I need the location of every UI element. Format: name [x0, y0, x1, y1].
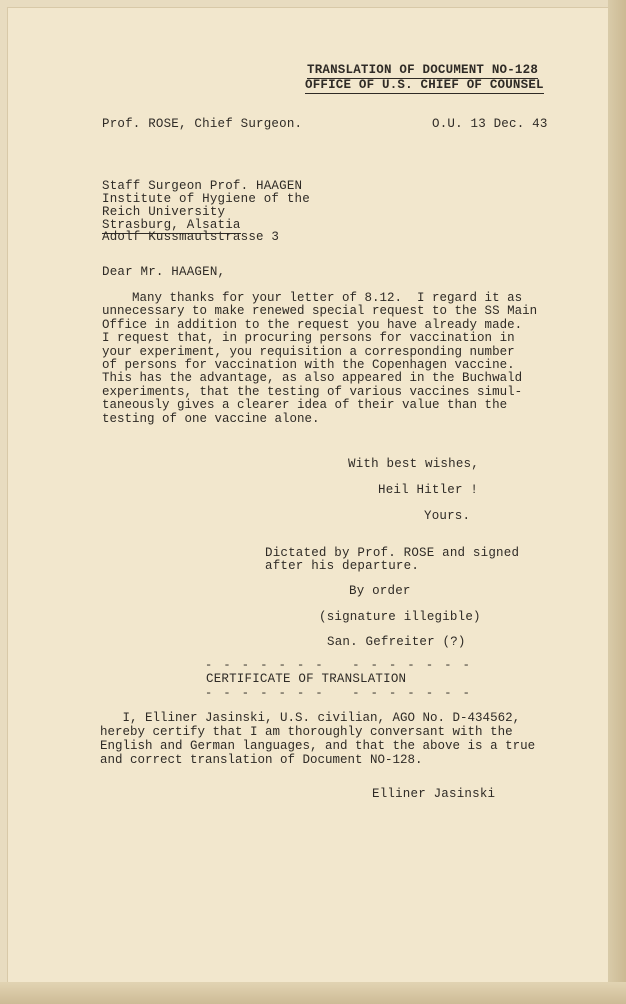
date-line: O.U. 13 Dec. 43 — [432, 117, 548, 131]
document-page — [8, 8, 614, 996]
header-title: TRANSLATION OF DOCUMENT NO-128 — [307, 63, 539, 77]
closing-wishes: With best wishes, — [348, 457, 479, 471]
certificate-line: hereby certify that I am thoroughly conversant with the — [100, 725, 513, 739]
certificate-line: I, Elliner Jasinski, U.S. civilian, AGO No. D-434562, — [100, 711, 521, 725]
signature-illegible: (signature illegible) — [319, 610, 481, 624]
page-edge-bottom — [0, 982, 626, 1004]
body-line: testing of one vaccine alone. — [102, 411, 320, 426]
body-line: experiments, that the testing of various vaccines simul- — [102, 384, 523, 399]
body-line: taneously gives a clearer idea of their value than the — [102, 398, 508, 413]
addressee-line-1: Staff Surgeon Prof. HAAGEN — [102, 179, 303, 193]
sender-line: Prof. ROSE, Chief Surgeon. — [102, 117, 303, 131]
salutation: Dear Mr. HAAGEN, — [102, 265, 226, 279]
body-line: This has the advantage, as also appeared in the Buchwald — [102, 371, 523, 386]
letter-body — [102, 292, 537, 426]
body-line: Office in addition to the request you have already made. — [102, 317, 523, 332]
by-order: By order — [349, 584, 411, 598]
closing-yours: Yours. — [424, 509, 471, 523]
addressee-line-5: Adolf Kussmaulstrasse 3 — [102, 230, 280, 244]
certificate-line: and correct translation of Document NO-128. — [100, 753, 423, 767]
signer-rank: San. Gefreiter (?) — [327, 635, 466, 649]
header-office: OFFICE OF U.S. CHIEF OF COUNSEL — [305, 78, 544, 92]
body-line: I request that, in procuring persons for vaccination in — [102, 331, 515, 346]
certificate-line: English and German languages, and that the above is a true — [100, 739, 536, 753]
closing-heil: Heil Hitler ! — [378, 483, 479, 497]
translator-name: Elliner Jasinski — [372, 787, 496, 801]
dictated-line-1: Dictated by Prof. ROSE and signed — [265, 546, 520, 560]
body-line: unnecessary to make renewed special request to the SS Main — [102, 304, 538, 319]
dash-row-bottom: - - - - - - - - - - - - - - — [205, 686, 472, 700]
body-line: your experiment, you requisition a corresponding number — [102, 344, 515, 359]
addressee-line-4: Strasburg, Alsatia — [102, 218, 241, 232]
addressee-line-3: Reich University — [102, 205, 226, 219]
addressee-line-2: Institute of Hygiene of the — [102, 192, 310, 206]
dictated-line-2: after his departure. — [265, 559, 420, 573]
body-line: Many thanks for your letter of 8.12. I regard it as — [102, 291, 523, 305]
certificate-title: CERTIFICATE OF TRANSLATION — [206, 672, 407, 686]
certificate-body — [100, 711, 535, 767]
dash-row-top: - - - - - - - - - - - - - - — [205, 658, 472, 672]
body-line: of persons for vaccination with the Copenhagen vaccine. — [102, 357, 515, 372]
page-edge-right — [608, 0, 626, 1004]
